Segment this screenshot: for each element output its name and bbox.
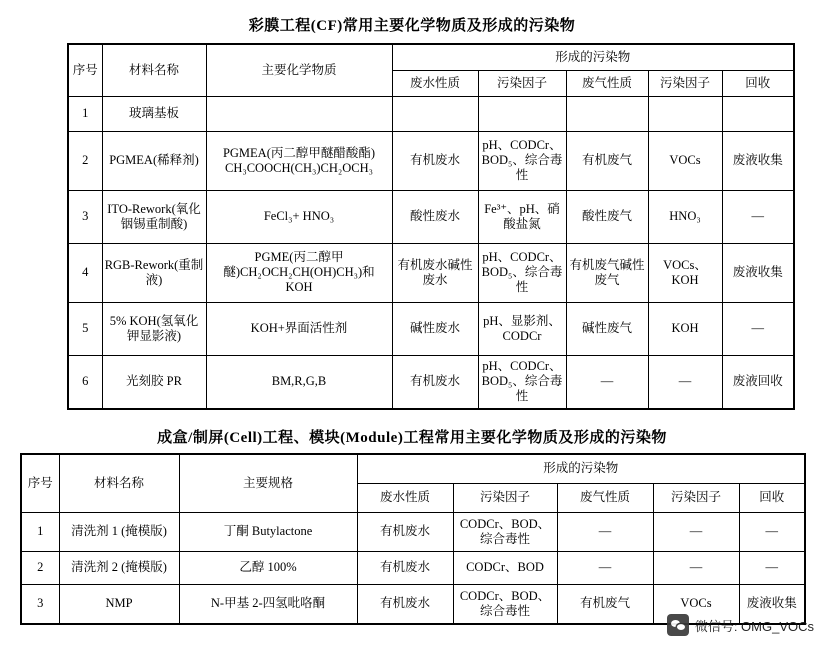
cell-seq: 6	[68, 355, 102, 409]
cell-chemical	[206, 131, 392, 190]
header-wastewater-nature: 废水性质	[392, 70, 478, 96]
header-recycle: 回收	[739, 483, 805, 512]
table-row	[68, 190, 794, 243]
cell-wastewater: 有机废水	[357, 512, 453, 551]
cell-wastewater: 有机废水	[357, 584, 453, 624]
cell-material: RGB-Rework(重制液)	[102, 243, 206, 302]
table-row	[21, 512, 805, 551]
cell-recycle: 废液回收	[722, 355, 794, 409]
cell-recycle: 废液收集	[722, 131, 794, 190]
cell-material: 光刻胶 PR	[102, 355, 206, 409]
page-title-cf: 彩膜工程(CF)常用主要化学物质及形成的污染物	[248, 18, 576, 34]
cell-recycle: —	[722, 302, 794, 355]
cell-water-factor: Fe³⁺、pH、硝酸盐氮	[478, 190, 566, 243]
cell-chemical: BM,R,G,B	[206, 355, 392, 409]
cell-recycle: —	[739, 512, 805, 551]
cell-material: 清洗剂 2 (掩模版)	[59, 551, 179, 584]
cell-gas-factor	[648, 96, 722, 131]
table-row	[68, 355, 794, 409]
cell-wastewater	[392, 96, 478, 131]
cell-wastewater: 碱性废水	[392, 302, 478, 355]
header-material: 材料名称	[59, 454, 179, 513]
cell-seq: 4	[68, 243, 102, 302]
cell-recycle: —	[739, 551, 805, 584]
cell-gas	[566, 96, 648, 131]
cell-water-factor: pH、CODCr、BOD₅、综合毒性	[478, 243, 566, 302]
cell-seq: 2	[21, 551, 59, 584]
cell-wastewater: 有机废水	[357, 551, 453, 584]
header-pollutants-group: 形成的污染物	[357, 454, 805, 484]
cell-recycle	[722, 96, 794, 131]
watermark-text: 微信号: OMG_VOCs	[694, 618, 814, 634]
cell-spec: N-甲基 2-四氢吡咯酮	[179, 584, 357, 624]
cell-material: 5% KOH(氢氧化钾显影液)	[102, 302, 206, 355]
table-row	[68, 96, 794, 131]
header-gas-nature: 废气性质	[566, 70, 648, 96]
cell-wastewater: 有机废水	[392, 131, 478, 190]
cell-gas-factor: —	[653, 551, 739, 584]
cell-gas: 有机废气	[566, 131, 648, 190]
cell-gas: 有机废气	[557, 584, 653, 624]
cell-water-factor: CODCr、BOD、综合毒性	[453, 584, 557, 624]
cell-gas: —	[557, 551, 653, 584]
cell-recycle: —	[722, 190, 794, 243]
cell-gas-factor: KOH	[648, 302, 722, 355]
header-spec: 主要规格	[179, 454, 357, 513]
cell-chemical	[206, 96, 392, 131]
cell-gas-factor: VOCs、KOH	[648, 243, 722, 302]
cell-seq: 3	[21, 584, 59, 624]
table-row	[21, 551, 805, 584]
header-gas-factor: 污染因子	[653, 483, 739, 512]
cell-seq: 5	[68, 302, 102, 355]
cell-gas: —	[557, 512, 653, 551]
cell-spec: 乙醇 100%	[179, 551, 357, 584]
cell-water-factor: pH、CODCr、BOD₅、综合毒性	[478, 355, 566, 409]
cell-material: 清洗剂 1 (掩模版)	[59, 512, 179, 551]
cell-seq: 1	[68, 96, 102, 131]
table-header-row	[21, 454, 805, 484]
cell-water-factor: pH、CODCr、BOD₅、综合毒性	[478, 131, 566, 190]
cell-recycle: 废液收集	[739, 584, 805, 624]
cell-material: NMP	[59, 584, 179, 624]
header-water-factor: 污染因子	[453, 483, 557, 512]
header-seq: 序号	[21, 454, 59, 513]
cell-chemical-line1: PGMEA(丙二醇甲醚醋酸酯)	[222, 145, 376, 160]
header-chemical: 主要化学物质	[206, 44, 392, 96]
cell-gas: —	[566, 355, 648, 409]
cell-chemical-line2: CH₃COOCH(CH₃)CH₂OCH₃	[225, 160, 373, 175]
cell-module-table	[20, 453, 806, 625]
cell-gas: 碱性废气	[566, 302, 648, 355]
header-pollutants-group: 形成的污染物	[392, 44, 794, 70]
watermark	[667, 614, 814, 636]
header-material: 材料名称	[102, 44, 206, 96]
cf-table	[67, 43, 795, 410]
cell-module-table-container	[20, 453, 804, 625]
cf-table-container	[67, 43, 783, 410]
wechat-icon	[667, 614, 689, 636]
cell-wastewater: 有机废水	[392, 355, 478, 409]
document-page	[0, 14, 824, 652]
cell-chemical: FeCl₃+ HNO₃	[206, 190, 392, 243]
cell-gas-factor: —	[648, 355, 722, 409]
header-recycle: 回收	[722, 70, 794, 96]
header-wastewater-nature: 废水性质	[357, 483, 453, 512]
cell-recycle: 废液收集	[722, 243, 794, 302]
page-title-cell-module: 成盒/制屏(Cell)工程、模块(Module)工程常用主要化学物质及形成的污染物	[157, 429, 667, 446]
cell-gas-factor: —	[653, 512, 739, 551]
header-gas-factor: 污染因子	[648, 70, 722, 96]
table-row	[68, 131, 794, 190]
table-row	[68, 302, 794, 355]
cell-chemical: PGME(丙二醇甲醚)CH₂OCH₂CH(OH)CH₃)和 KOH	[206, 243, 392, 302]
cell-material: ITO-Rework(氧化铟锡重制酸)	[102, 190, 206, 243]
cell-chemical: KOH+界面活性剂	[206, 302, 392, 355]
cell-water-factor: pH、显影剂、CODCr	[478, 302, 566, 355]
cell-seq: 1	[21, 512, 59, 551]
cell-wastewater: 有机废水碱性废水	[392, 243, 478, 302]
table-row	[68, 243, 794, 302]
header-gas-nature: 废气性质	[557, 483, 653, 512]
header-water-factor: 污染因子	[478, 70, 566, 96]
cell-gas-factor: VOCs	[648, 131, 722, 190]
cell-material: 玻璃基板	[102, 96, 206, 131]
cell-water-factor: CODCr、BOD	[453, 551, 557, 584]
cell-water-factor	[478, 96, 566, 131]
table-header-row	[68, 44, 794, 70]
cell-water-factor: CODCr、BOD、综合毒性	[453, 512, 557, 551]
cell-gas: 酸性废气	[566, 190, 648, 243]
cell-spec: 丁酮 Butylactone	[179, 512, 357, 551]
cell-gas: 有机废气碱性废气	[566, 243, 648, 302]
cell-gas-factor: HNO₃	[648, 190, 722, 243]
cell-seq: 3	[68, 190, 102, 243]
cell-gas-factor: VOCs	[653, 584, 739, 624]
header-seq: 序号	[68, 44, 102, 96]
cell-seq: 2	[68, 131, 102, 190]
cell-wastewater: 酸性废水	[392, 190, 478, 243]
cell-material: PGMEA(稀释剂)	[102, 131, 206, 190]
